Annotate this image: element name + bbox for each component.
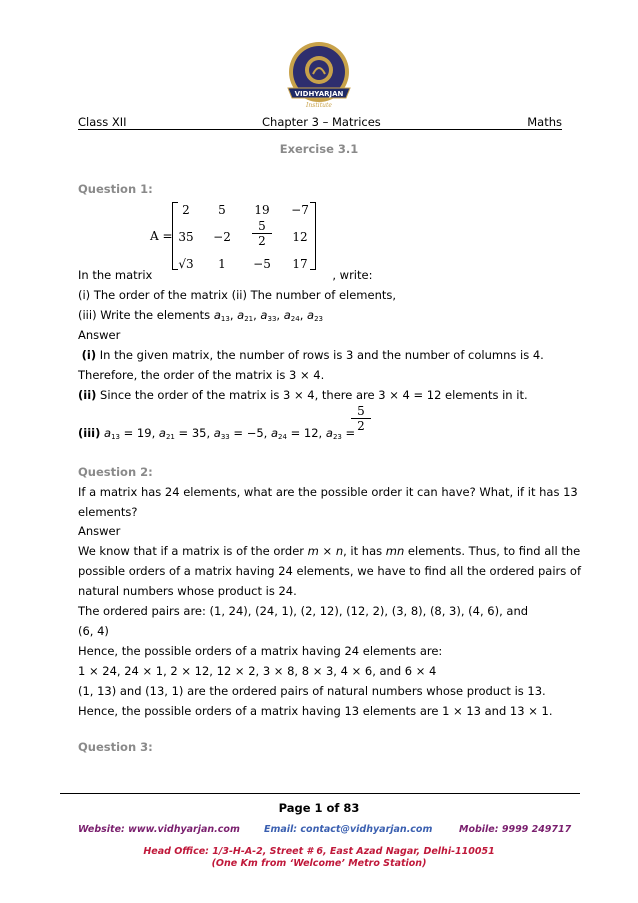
footer-address-2: (One Km from ‘Welcome’ Metro Station) — [211, 858, 427, 869]
matrix-cell: 1 — [218, 257, 226, 271]
ans-i-label: (i) — [81, 348, 97, 362]
elem: a — [104, 426, 112, 440]
q2-answer-label: Answer — [78, 524, 121, 538]
elem: a — [213, 426, 221, 440]
var-mn: mn — [385, 544, 405, 558]
elem-sub: 13 — [111, 433, 120, 441]
elem-sub: 21 — [165, 433, 175, 441]
matrix-cell: 2 — [182, 203, 190, 217]
elem: a — [325, 426, 333, 440]
q1-intro-post: , write: — [332, 268, 373, 282]
footer-mobile: Mobile: 9999 249717 — [459, 824, 572, 835]
question-2-label: Question 2: — [78, 465, 153, 479]
a1-mid: , it has — [343, 544, 386, 558]
page-header — [78, 115, 562, 130]
elem-sub: 13 — [220, 315, 230, 323]
elem: a — [213, 308, 221, 322]
footer-divider — [60, 793, 580, 794]
q2-body-line: (1, 13) and (13, 1) are the ordered pairs of natural numbers whose product is 13. — [78, 684, 546, 698]
question-1-label: Question 1: — [78, 182, 153, 196]
elem: a — [158, 426, 166, 440]
elem: a — [307, 308, 315, 322]
logo-text-bottom: Institute — [306, 102, 332, 109]
exercise-title: Exercise 3.1 — [279, 142, 359, 156]
sep: , — [253, 308, 261, 322]
matrix-cell: 5 — [218, 203, 226, 217]
q2-body-line: (6, 4) — [78, 624, 109, 638]
ans-ii-label: (ii) — [78, 388, 97, 402]
ans-iii-fraction — [351, 405, 371, 432]
ans-iii-label: (iii) — [78, 426, 101, 440]
matrix-cell: −2 — [213, 230, 231, 244]
times: × — [318, 544, 336, 558]
matrix-cell: −7 — [291, 203, 309, 217]
ans-i-text: In the given matrix, the number of rows is 3 and the number of columns is 4. — [96, 348, 544, 362]
footer-address-1: Head Office: 1/3-H-A-2, Street # 6, East Azad Nagar, Delhi-110051 — [143, 846, 495, 857]
matrix-cell: 35 — [178, 230, 194, 244]
question-3-label: Question 3: — [78, 740, 153, 754]
matrix-cell: −5 — [253, 257, 271, 271]
q2-body-line: 1 × 24, 24 × 1, 2 × 12, 12 × 2, 3 × 8, 8 × 3, 4 × 6, and 6 × 4 — [78, 664, 437, 678]
fraction-numerator: 5 — [351, 405, 371, 419]
matrix-cell: √3 — [178, 257, 194, 271]
elem: a — [270, 426, 279, 440]
header-chapter: Chapter 3 – Matrices — [262, 115, 381, 129]
q1-line-2: (i) The order of the matrix (ii) The number of elements, — [78, 288, 397, 302]
fraction-denominator: 2 — [258, 234, 266, 248]
matrix-a — [146, 200, 326, 272]
var-m: m — [307, 544, 319, 558]
elem-sub: 24 — [278, 433, 287, 441]
footer-email-link[interactable]: Email: contact@vidhyarjan.com — [264, 824, 433, 835]
footer-website-link[interactable]: Website: www.vidhyarjan.com — [78, 824, 240, 835]
fraction-denominator: 2 — [357, 419, 365, 433]
q2-line: elements? — [78, 505, 138, 519]
sep: , — [276, 308, 284, 322]
q1-answer-i-line-2: Therefore, the order of the matrix is 3 × 4. — [78, 368, 325, 382]
q2-body-line: natural numbers whose product is 24. — [78, 584, 297, 598]
elem-sub: 33 — [267, 315, 277, 323]
matrix-cell: 12 — [292, 230, 308, 244]
q1-answer-ii — [78, 388, 562, 402]
elem-sub: 33 — [220, 433, 230, 441]
matrix-cell: 17 — [292, 257, 308, 271]
a1-post: elements. Thus, to find all the — [404, 544, 581, 558]
logo-text-top: VIDHYARJAN — [294, 90, 344, 98]
matrix-fraction — [252, 220, 272, 247]
elem-sub: 21 — [244, 315, 254, 323]
page-number: Page 1 of 83 — [278, 801, 360, 815]
q2-body-line: Hence, the possible orders of a matrix having 13 elements are 1 × 13 and 13 × 1. — [78, 704, 553, 718]
elem: a — [237, 308, 245, 322]
elem: a — [260, 308, 268, 322]
sep: , — [229, 308, 238, 322]
q2-line: If a matrix has 24 elements, what are the possible order it can have? What, if it has 13 — [78, 485, 578, 499]
q1-intro — [78, 268, 562, 282]
value: = — [341, 426, 356, 440]
matrix-label: A = — [150, 229, 173, 243]
q1-line-3-text: (iii) Write the elements — [78, 308, 214, 322]
fraction-numerator: 5 — [252, 220, 272, 234]
q1-answer-iii — [78, 426, 562, 444]
var-n: n — [335, 544, 344, 558]
ans-ii-text: Since the order of the matrix is 3 × 4, there are 3 × 4 = 12 elements in it. — [96, 388, 528, 402]
sep: , — [299, 308, 308, 322]
elem-sub: 23 — [314, 315, 323, 323]
vidhyarjan-logo — [284, 40, 354, 118]
value: = 12, — [286, 426, 326, 440]
value: = −5, — [229, 426, 271, 440]
elem-sub: 24 — [290, 315, 300, 323]
value: = 35, — [174, 426, 214, 440]
q1-intro-pre: In the matrix — [78, 268, 153, 282]
a1-pre: We know that if a matrix is of the order — [78, 544, 308, 558]
q2-body-line: The ordered pairs are: (1, 24), (24, 1), (2, 12), (12, 2), (3, 8), (8, 3), (4, 6), and — [78, 604, 529, 618]
q2-answer-line-1 — [78, 544, 581, 558]
value: = 19, — [119, 426, 159, 440]
q1-line-3 — [78, 308, 562, 326]
q2-body-line: possible orders of a matrix having 24 elements, we have to find all the ordered pairs of — [78, 564, 581, 578]
matrix-cell: 19 — [254, 203, 270, 217]
header-class: Class XII — [78, 115, 127, 129]
elem-sub: 23 — [332, 433, 342, 441]
q1-answer-label: Answer — [78, 328, 121, 342]
q2-body-line: Hence, the possible orders of a matrix having 24 elements are: — [78, 644, 443, 658]
q1-answer-i — [78, 348, 562, 362]
header-subject: Maths — [527, 115, 562, 129]
elem: a — [283, 308, 291, 322]
